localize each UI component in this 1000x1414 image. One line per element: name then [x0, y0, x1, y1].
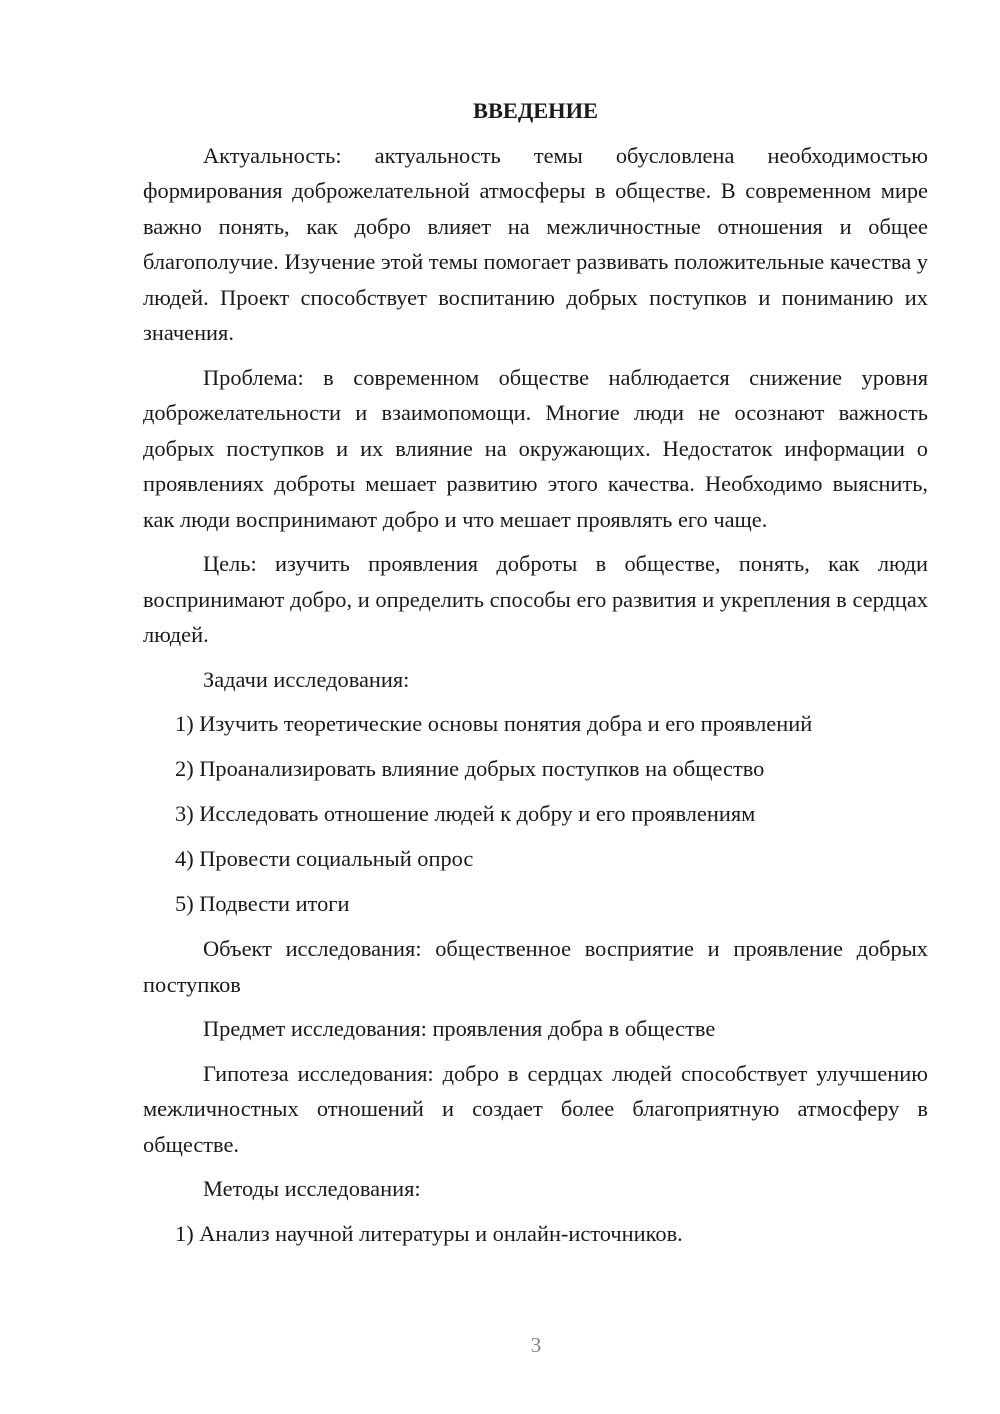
page-content [143, 93, 928, 1261]
page-title: ВВЕДЕНИЕ [473, 98, 598, 123]
tasks-heading: Задачи исследования: [203, 666, 410, 692]
relevance-paragraph: Актуальность: актуальность темы обусловлена необходимостью формирования доброжелательной атмосферы в обществе. В современном мире важно понять, как добро влияет на межличностные отношения и общее благополучие. Изучение этой темы помогает развивать положительные качества у людей. Проект способствует воспитанию добрых поступков и пониманию их значения. [143, 142, 928, 345]
methods-list [143, 1216, 928, 1252]
methods-heading: Методы исследования: [203, 1176, 421, 1201]
list-item: 1) Изучить теоретические основы понятия добра и его проявлений [175, 711, 813, 736]
object-paragraph: Объект исследования: общественное восприятие и проявление добрых поступков [143, 936, 928, 997]
hypothesis-paragraph: Гипотеза исследования: добро в сердцах людей способствует улучшению межличностных отношений и создает более благоприятную атмосферу в обществе. [143, 1060, 928, 1157]
list-item: 5) Подвести итоги [175, 891, 350, 916]
problem-paragraph: Проблема: в современном обществе наблюдается снижение уровня доброжелательности и взаимопомощи. Многие люди не осознают важность добрых поступков и их влияние на окружающих. Недостаток информации о проявлениях доброты мешает развитию этого качества. Необходимо выяснить, как люди воспринимают добро и что мешает проявлять его чаще. [143, 364, 928, 532]
list-item: 2) Проанализировать влияние добрых поступков на общество [175, 756, 765, 781]
goal-paragraph: Цель: изучить проявления доброты в обществе, понять, как люди воспринимают добро, и определить способы его развития и укрепления в сердцах людей. [143, 551, 928, 647]
list-item: 4) Провести социальный опрос [175, 846, 474, 871]
list-item: 1) Анализ научной литературы и онлайн-источников. [175, 1220, 683, 1246]
subject-paragraph: Предмет исследования: проявления добра в обществе [203, 1016, 716, 1041]
list-item: 3) Исследовать отношение людей к добру и его проявлениям [175, 801, 756, 826]
tasks-list [143, 706, 928, 922]
page-number: 3 [530, 1333, 542, 1357]
